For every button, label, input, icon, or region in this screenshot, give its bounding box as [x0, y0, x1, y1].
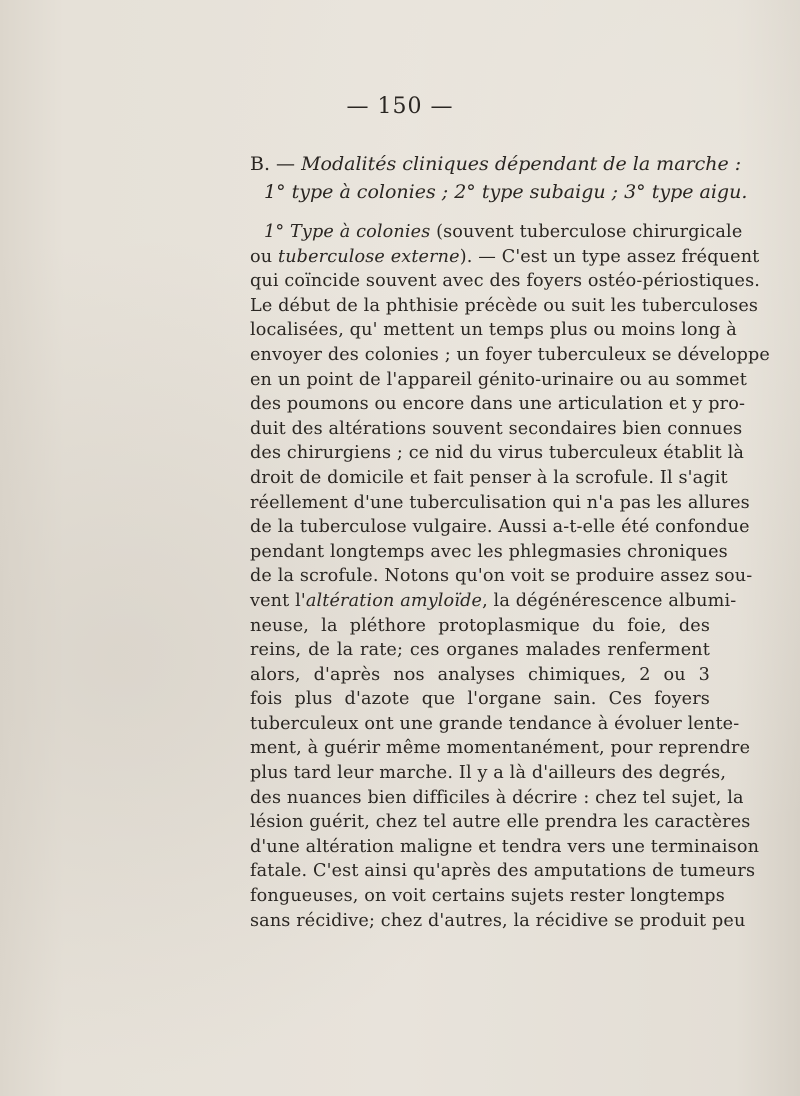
text-line: vent l'altération amyloïde, la dégénérescence albumi-	[250, 590, 737, 611]
text-line: lésion guérit, chez tel autre elle prendra les caractères	[250, 812, 751, 833]
text-line: fatale. C'est ainsi qu'après des amputations de tumeurs	[250, 861, 756, 882]
text-line: d'une altération maligne et tendra vers une terminaison	[250, 836, 760, 857]
text-line: localisées, qu' mettent un temps plus ou moins long à	[250, 320, 737, 341]
text-line: duit des altérations souvent secondaires bien connues	[250, 418, 743, 439]
text-line: droit de domicile et fait penser à la scrofule. Il s'agit	[250, 467, 728, 488]
text-line: des chirurgiens ; ce nid du virus tuberculeux établit là	[250, 443, 745, 464]
intro-label: 1° Type à colonies	[264, 222, 431, 242]
text-line: 1° Type à colonies (souvent tuberculose chirurgicale	[264, 222, 743, 242]
heading-title: Modalités cliniques dépendant de la marche :	[301, 153, 742, 175]
text-line: ou tuberculose externe). — C'est un type assez fréquent	[250, 246, 760, 267]
text-line: envoyer des colonies ; un foyer tuberculeux se développe	[250, 344, 770, 365]
text-line: des poumons ou encore dans une articulation et y pro-	[250, 394, 746, 415]
text-line: pendant longtemps avec les phlegmasies chroniques	[250, 541, 728, 562]
text-line: plus tard leur marche. Il y a là d'ailleurs des degrés,	[250, 763, 727, 784]
text-line: fongueuses, on voit certains sujets rester longtemps	[250, 886, 725, 907]
heading-line-1	[250, 150, 742, 178]
text-line: de la scrofule. Notons qu'on voit se produire assez sou-	[250, 566, 753, 587]
italic-term: tuberculose externe	[277, 246, 460, 267]
text-line: de la tuberculose vulgaire. Aussi a-t-elle été confondue	[250, 517, 750, 538]
text-line: fois plus d'azote que l'organe sain. Ces foyers	[250, 689, 710, 710]
page-number: — 150 —	[346, 94, 454, 119]
text-line: ment, à guérir même momentanément, pour reprendre	[250, 738, 751, 759]
text-line: des nuances bien difficiles à décrire : chez tel sujet, la	[250, 787, 744, 808]
italic-term: altération amyloïde	[305, 590, 483, 611]
body-paragraph	[250, 220, 770, 933]
text-line: tuberculeux ont une grande tendance à évoluer lente-	[250, 713, 740, 734]
text-line: neuse, la pléthore protoplasmique du foie, des	[250, 615, 710, 636]
text-line: reins, de la rate; ces organes malades renferment	[250, 640, 710, 661]
text-block	[250, 150, 770, 933]
section-heading	[250, 150, 748, 206]
text-line: alors, d'après nos analyses chimiques, 2 ou 3	[250, 664, 710, 685]
heading-letter: B. —	[250, 153, 296, 175]
text-line: en un point de l'appareil génito-urinaire ou au sommet	[250, 369, 747, 390]
heading-subtitle: 1° type à colonies ; 2° type subaigu ; 3° type aigu.	[264, 181, 748, 203]
text-line: Le début de la phthisie précède ou suit les tuberculoses	[250, 295, 759, 316]
text-line: réellement d'une tuberculisation qui n'a pas les allures	[250, 492, 750, 513]
text-line: qui coïncide souvent avec des foyers ostéo-périostiques.	[250, 271, 761, 292]
text-line: sans récidive; chez d'autres, la récidive se produit peu	[250, 910, 746, 931]
